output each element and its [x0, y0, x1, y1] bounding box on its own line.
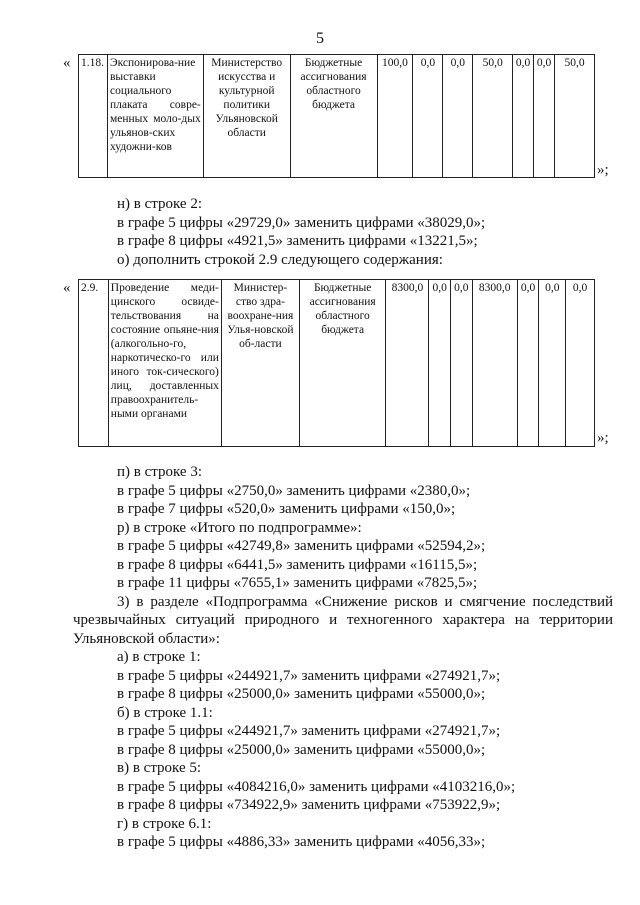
value-cell: 0,0 [517, 280, 539, 447]
value-cell: 0,0 [534, 55, 555, 178]
value-cell: 0,0 [443, 55, 473, 178]
text-line: в графе 8 цифры «25000,0» заменить цифрами «55000,0»; [117, 741, 486, 758]
value-cell: 50,0 [473, 55, 513, 178]
value-cell: 0,0 [451, 280, 473, 447]
text-line: п) в строке 3: [117, 464, 202, 480]
value-cell: 0,0 [413, 55, 443, 178]
text-line: в графе 8 цифры «4921,5» заменить цифрами «13221,5»; [117, 233, 478, 249]
text-line: в графе 8 цифры «25000,0» заменить цифрами «55000,0»; [117, 686, 486, 702]
text-line: в графе 5 цифры «244921,7» заменить цифрами «274921,7»; [117, 723, 501, 739]
text-line: в графе 5 цифры «244921,7» заменить цифрами «274921,7»; [117, 667, 501, 684]
text-line: а) в строке 1: [117, 649, 201, 665]
text-line: в графе 5 цифры «29729,0» заменить цифрами «38029,0»; [117, 214, 486, 231]
table-row [79, 55, 595, 178]
text-line: б) в строке 1.1: [117, 704, 213, 721]
text-line: в графе 8 цифры «6441,5» заменить цифрами «16115,5»; [117, 556, 478, 573]
value-cell: 0,0 [513, 55, 534, 178]
funding-source: Бюджетные ассигнования областного бюджета [299, 280, 385, 447]
text-line: г) в строке 6.1: [117, 815, 212, 832]
value-cell: 100,0 [377, 55, 413, 178]
event-name: Экспонирова-ние выставки социального плаката совре-менных моло-дых ульянов-ских художни-ков [107, 55, 203, 178]
end-quote: »; [597, 162, 609, 178]
open-quote: « [63, 55, 71, 71]
amendment-block-1 [73, 195, 613, 269]
value-cell: 8300,0 [472, 280, 517, 447]
row-2-9-table [78, 279, 595, 447]
amendment-block-2 [73, 463, 613, 852]
row-number: 2.9. [79, 280, 109, 447]
text-line: в графе 5 цифры «4084216,0» заменить цифрами «4103216,0»; [117, 778, 516, 795]
table-row [79, 280, 595, 447]
end-quote: »; [597, 430, 609, 446]
event-name: Проведение меди-цинского освиде-тельствования на состояние опьяне-ния (алкогольно-го, наркотическо-го или иного ток-сического) лиц, доставленных правоохранитель-ными органами [108, 280, 221, 447]
funding-source: Бюджетные ассигнования областного бюджета [290, 55, 377, 178]
row-1-18-table [78, 54, 595, 178]
responsible-agency: Министер-ство здра-воохране-ния Улья-новской об-ласти [221, 280, 299, 447]
page-number: 5 [316, 30, 324, 47]
value-cell: 0,0 [539, 280, 566, 447]
text-line: в графе 7 цифры «520,0» заменить цифрами «150,0»; [117, 501, 456, 517]
open-quote: « [63, 280, 71, 296]
text-line: н) в строке 2: [117, 196, 202, 212]
value-cell: 8300,0 [386, 280, 429, 447]
responsible-agency: Министерство искусства и культурной политики Ульяновской области [203, 55, 290, 178]
text-line: в графе 8 цифры «734922,9» заменить цифрами «753922,9»; [117, 797, 501, 813]
row-number: 1.18. [79, 55, 108, 178]
section-paragraph: 3) в разделе «Подпрограмма «Снижение рисков и смягчение последствий чрезвычайных ситуаций природного и техногенного характера на территории Ульяновской области»: [73, 593, 613, 647]
value-cell: 0,0 [429, 280, 451, 447]
text-line: в) в строке 5: [117, 760, 202, 776]
text-line: в графе 5 цифры «2750,0» заменить цифрами «2380,0»; [117, 482, 471, 499]
value-cell: 0,0 [566, 280, 595, 447]
value-cell: 50,0 [555, 55, 595, 178]
text-line: в графе 5 цифры «4886,33» заменить цифрами «4056,33»; [117, 834, 486, 850]
text-line: р) в строке «Итого по подпрограмме»: [117, 519, 362, 536]
text-line: в графе 5 цифры «42749,8» заменить цифрами «52594,2»; [117, 538, 486, 554]
text-line: о) дополнить строкой 2.9 следующего содержания: [117, 251, 443, 268]
text-line: в графе 11 цифры «7655,1» заменить цифрами «7825,5»; [117, 575, 478, 591]
